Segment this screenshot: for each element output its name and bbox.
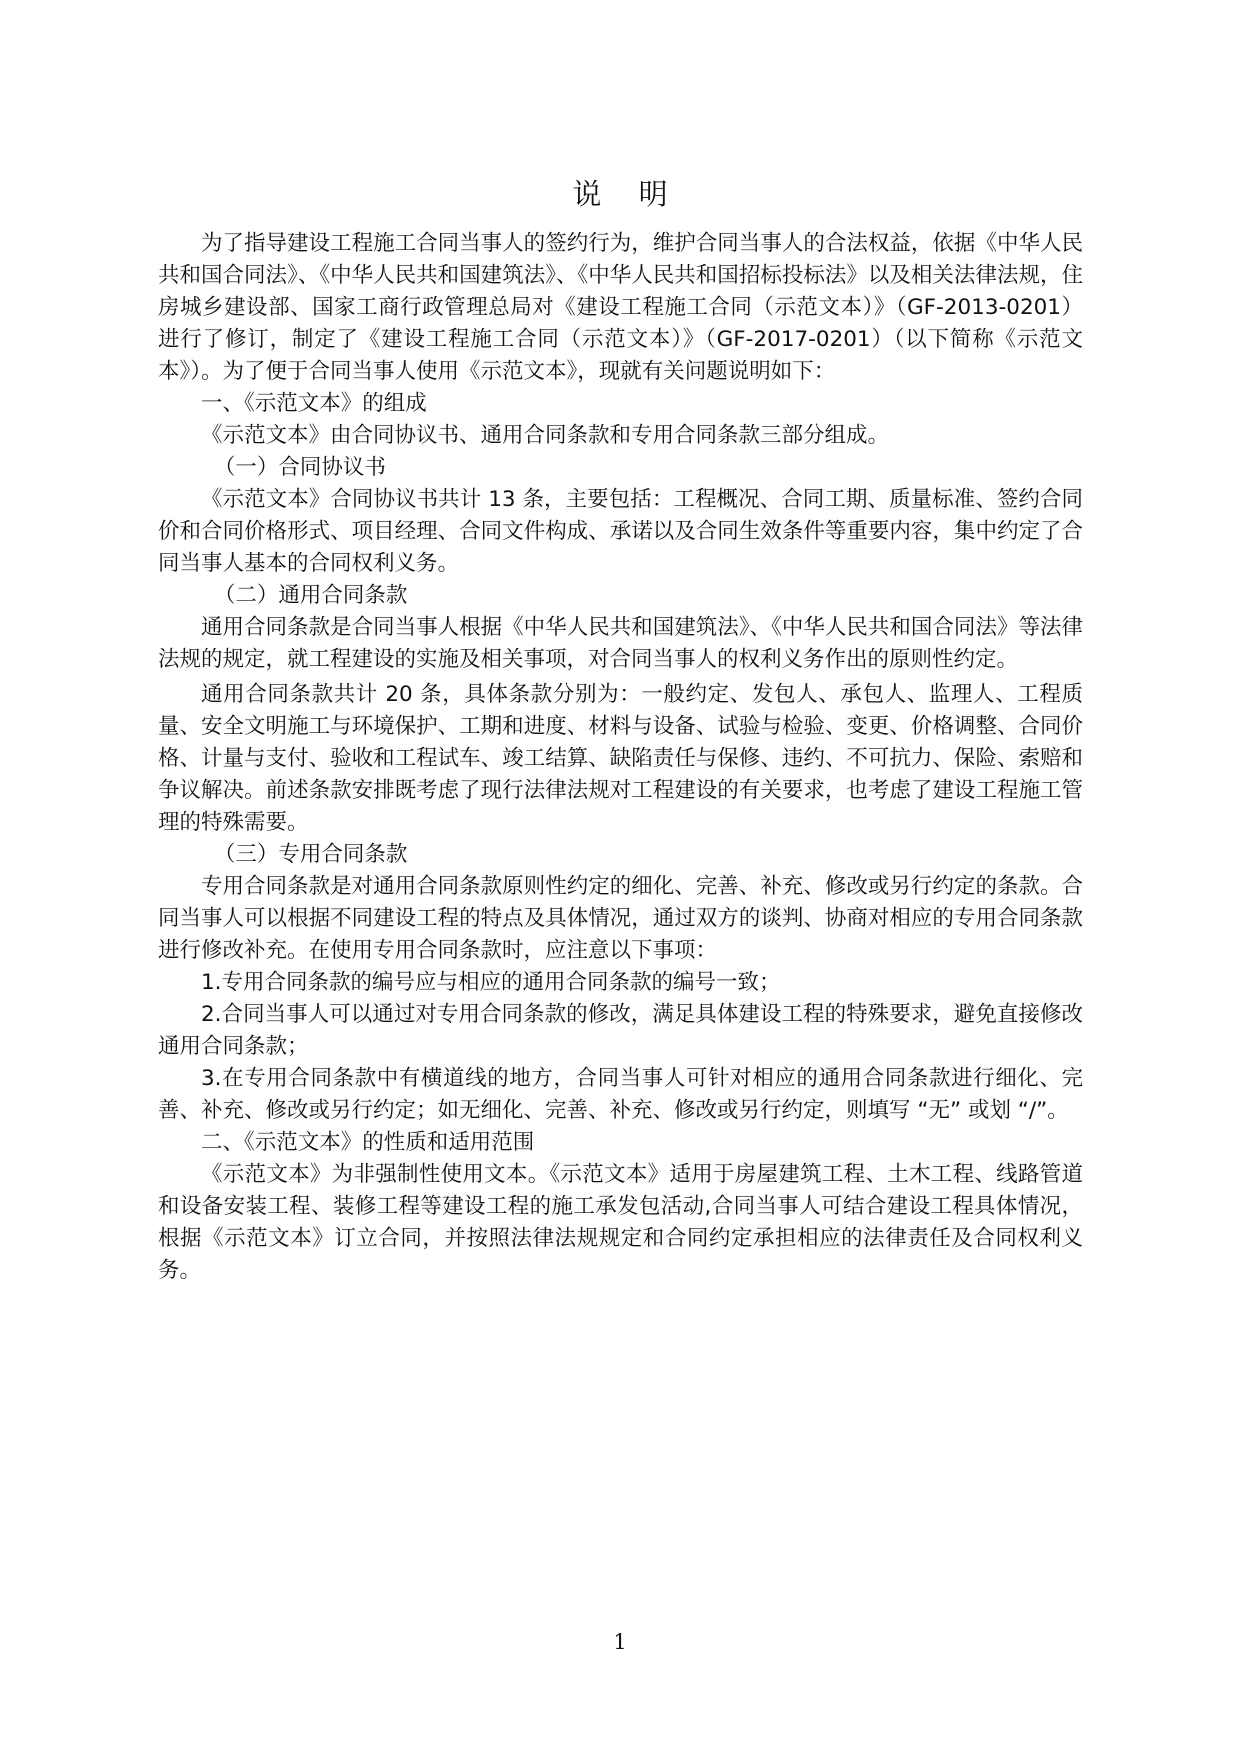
paragraph-general-terms-basis: 通用合同条款是合同当事人根据《中华人民共和国建筑法》、《中华人民共和国合同法》等法律法规的规定，就工程建设的实施及相关事项，对合同当事人的权利义务作出的原则性约定。 <box>158 615 1083 672</box>
subheading-special-terms: （三）专用合同条款 <box>213 842 408 867</box>
paragraph-intro: 为了指导建设工程施工合同当事人的签约行为，维护合同当事人的合法权益，依据《中华人民共和国合同法》、《中华人民共和国建筑法》、《中华人民共和国招标投标法》以及相关法律法规，住房城乡建设部、国家工商行政管理总局对《建设工程施工合同（示范文本）》（GF-2013-0201）进行了修订，制定了《建设工程施工合同（示范文本）》（GF-2017-0201）（以下简称《示范文本》）。为了便于合同当事人使用《示范文本》，现就有关问题说明如下： <box>158 231 1083 384</box>
list-item-special-terms-1: 1.专用合同条款的编号应与相应的通用合同条款的编号一致； <box>201 970 781 995</box>
subheading-agreement: （一）合同协议书 <box>213 455 386 480</box>
list-item-special-terms-3: 3.在专用合同条款中有横道线的地方，合同当事人可针对相应的通用合同条款进行细化、完善、补充、修改或另行约定；如无细化、完善、补充、修改或另行约定，则填写 “无” 或划 “/”。 <box>158 1066 1083 1123</box>
heading-composition: 一、《示范文本》的组成 <box>201 391 427 416</box>
paragraph-general-terms-list: 通用合同条款共计 20 条，具体条款分别为：一般约定、发包人、承包人、监理人、工程质量、安全文明施工与环境保护、工期和进度、材料与设备、试验与检验、变更、价格调整、合同价格、计量与支付、验收和工程试车、竣工结算、缺陷责任与保修、违约、不可抗力、保险、索赔和争议解决。前述条款安排既考虑了现行法律法规对工程建设的有关要求，也考虑了建设工程施工管理的特殊需要。 <box>158 682 1083 835</box>
paragraph-nature-scope: 《示范文本》为非强制性使用文本。《示范文本》适用于房屋建筑工程、土木工程、线路管道和设备安装工程、装修工程等建设工程的施工承发包活动,合同当事人可结合建设工程具体情况，根据《示范文本》订立合同，并按照法律法规规定和合同约定承担相应的法律责任及合同权利义务。 <box>158 1162 1083 1283</box>
paragraph-special-terms: 专用合同条款是对通用合同条款原则性约定的细化、完善、补充、修改或另行约定的条款。合同当事人可以根据不同建设工程的特点及具体情况，通过双方的谈判、协商对相应的专用合同条款进行修改补充。在使用专用合同条款时，应注意以下事项： <box>158 874 1083 963</box>
document-body <box>158 228 1083 1287</box>
document-title: 说 明 <box>572 177 682 211</box>
list-item-special-terms-2: 2.合同当事人可以通过对专用合同条款的修改，满足具体建设工程的特殊要求，避免直接修改通用合同条款； <box>158 1002 1083 1059</box>
paragraph-composition: 《示范文本》由合同协议书、通用合同条款和专用合同条款三部分组成。 <box>201 423 890 448</box>
subheading-general-terms: （二）通用合同条款 <box>213 583 408 608</box>
page-number: 1 <box>613 1630 627 1654</box>
heading-nature-scope: 二、《示范文本》的性质和适用范围 <box>201 1130 535 1155</box>
paragraph-agreement: 《示范文本》合同协议书共计 13 条，主要包括：工程概况、合同工期、质量标准、签约合同价和合同价格形式、项目经理、合同文件构成、承诺以及合同生效条件等重要内容，集中约定了合同当事人基本的合同权利义务。 <box>158 487 1083 576</box>
